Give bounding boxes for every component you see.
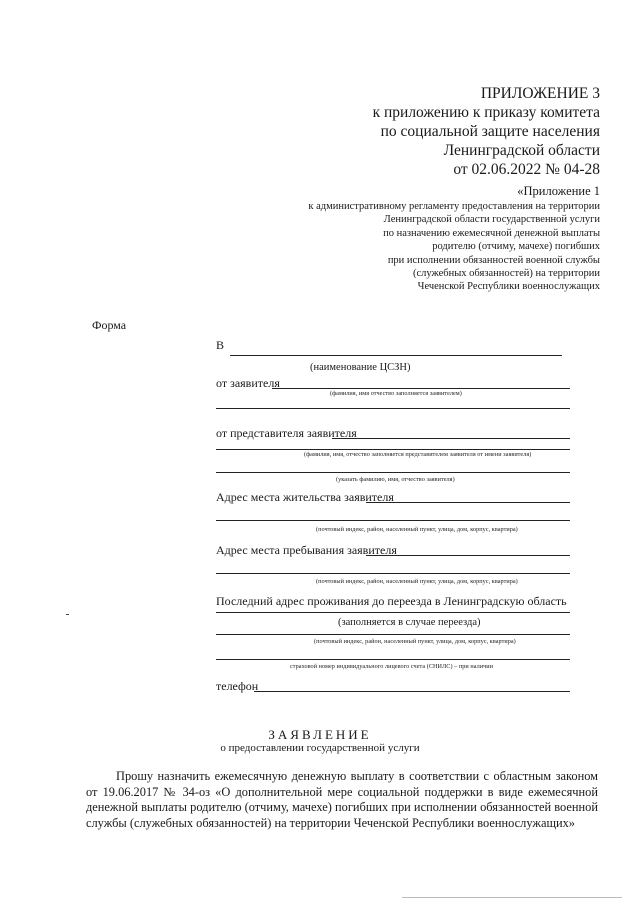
statement-title: ЗАЯВЛЕНИЕ bbox=[268, 727, 372, 742]
regulation-line: родителю (отчиму, мачехе) погибших bbox=[432, 241, 600, 253]
residence-field[interactable] bbox=[366, 502, 570, 503]
statement-body bbox=[86, 769, 598, 831]
appendix-line: к приложению к приказу комитета bbox=[372, 104, 600, 121]
regulation-title: «Приложение 1 bbox=[517, 184, 600, 198]
from-label: от заявителя bbox=[216, 376, 280, 390]
from-field[interactable] bbox=[272, 388, 570, 389]
rep-field-2[interactable] bbox=[216, 449, 570, 450]
stay-field[interactable] bbox=[366, 555, 570, 556]
stay-field-2[interactable] bbox=[216, 573, 570, 574]
appendix-title: ПРИЛОЖЕНИЕ 3 bbox=[480, 85, 600, 102]
form-label: Форма bbox=[92, 318, 127, 332]
rep-caption-2: (указать фамилию, имя, отчество заявителя) bbox=[336, 476, 455, 483]
appendix-date: от 02.06.2022 № 04-28 bbox=[453, 161, 600, 178]
residence-label: Адрес места жительства заявителя bbox=[216, 490, 394, 504]
regulation-line: Чеченской Республики военнослужащих bbox=[417, 281, 600, 293]
last-address-field-2[interactable] bbox=[216, 634, 570, 635]
statement-subtitle: о предоставлении государственной услуги bbox=[220, 742, 420, 754]
rep-field[interactable] bbox=[332, 438, 570, 439]
scan-speck bbox=[66, 614, 69, 615]
snils-field[interactable] bbox=[216, 659, 570, 660]
to-caption: (наименование ЦСЗН) bbox=[310, 362, 411, 373]
rep-label: от представителя заявителя bbox=[216, 426, 357, 440]
regulation-line: по назначению ежемесячной денежной выплаты bbox=[383, 227, 600, 239]
regulation-line: при исполнении обязанностей военной службы bbox=[387, 254, 600, 266]
rep-field-3[interactable] bbox=[216, 472, 570, 473]
rep-caption: (фамилия, имя, отчество заполняется представителем заявителя от имени заявителя) bbox=[304, 451, 532, 458]
stay-caption: (почтовый индекс, район, населенный пункт, улица, дом, корпус, квартира) bbox=[316, 578, 518, 585]
last-address-caption: (почтовый индекс, район, населенный пункт, улица, дом, корпус, квартира) bbox=[314, 638, 516, 645]
scan-edge bbox=[402, 897, 622, 898]
to-field[interactable] bbox=[230, 355, 562, 356]
appendix-line: по социальной защите населения bbox=[380, 123, 600, 140]
last-address-field[interactable] bbox=[216, 612, 570, 613]
last-address-label: Последний адрес проживания до переезда в Ленинградскую область bbox=[216, 594, 567, 608]
statement-paragraph: Прошу назначить ежемесячную денежную выплату в соответствии с областным законом от 19.06.2017 № 34-оз «О дополнительной мере социальной поддержки в виде ежемесячной денежной выплаты родителю (отчиму, мачехе) погибших при исполнении обязанностей военной службы (служебных обязанностей) на территории Чеченской Республики военнослужащих» bbox=[86, 769, 598, 830]
appendix-header bbox=[373, 84, 600, 179]
snils-caption: страховой номер индивидуального лицевого счета (СНИЛС) – при наличии bbox=[290, 663, 493, 670]
regulation-line: к административному регламенту предоставления на территории bbox=[308, 201, 600, 212]
phone-field[interactable] bbox=[254, 691, 570, 692]
appendix-line: Ленинградской области bbox=[443, 142, 600, 159]
residence-field-2[interactable] bbox=[216, 520, 570, 521]
last-address-note: (заполняется в случае переезда) bbox=[338, 617, 481, 628]
residence-caption: (почтовый индекс, район, населенный пункт, улица, дом, корпус, квартира) bbox=[316, 526, 518, 533]
stay-label: Адрес места пребывания заявителя bbox=[216, 543, 397, 557]
from-field-2[interactable] bbox=[216, 408, 570, 409]
regulation-line: (служебных обязанностей) на территории bbox=[412, 268, 600, 280]
phone-label: телефон bbox=[216, 679, 259, 693]
to-label: В bbox=[216, 338, 225, 352]
regulation-line: Ленинградской области государственной услуги bbox=[383, 214, 600, 226]
regulation-reference bbox=[308, 184, 600, 294]
from-caption: (фамилия, имя отчество заполняется заявителем) bbox=[330, 390, 462, 397]
